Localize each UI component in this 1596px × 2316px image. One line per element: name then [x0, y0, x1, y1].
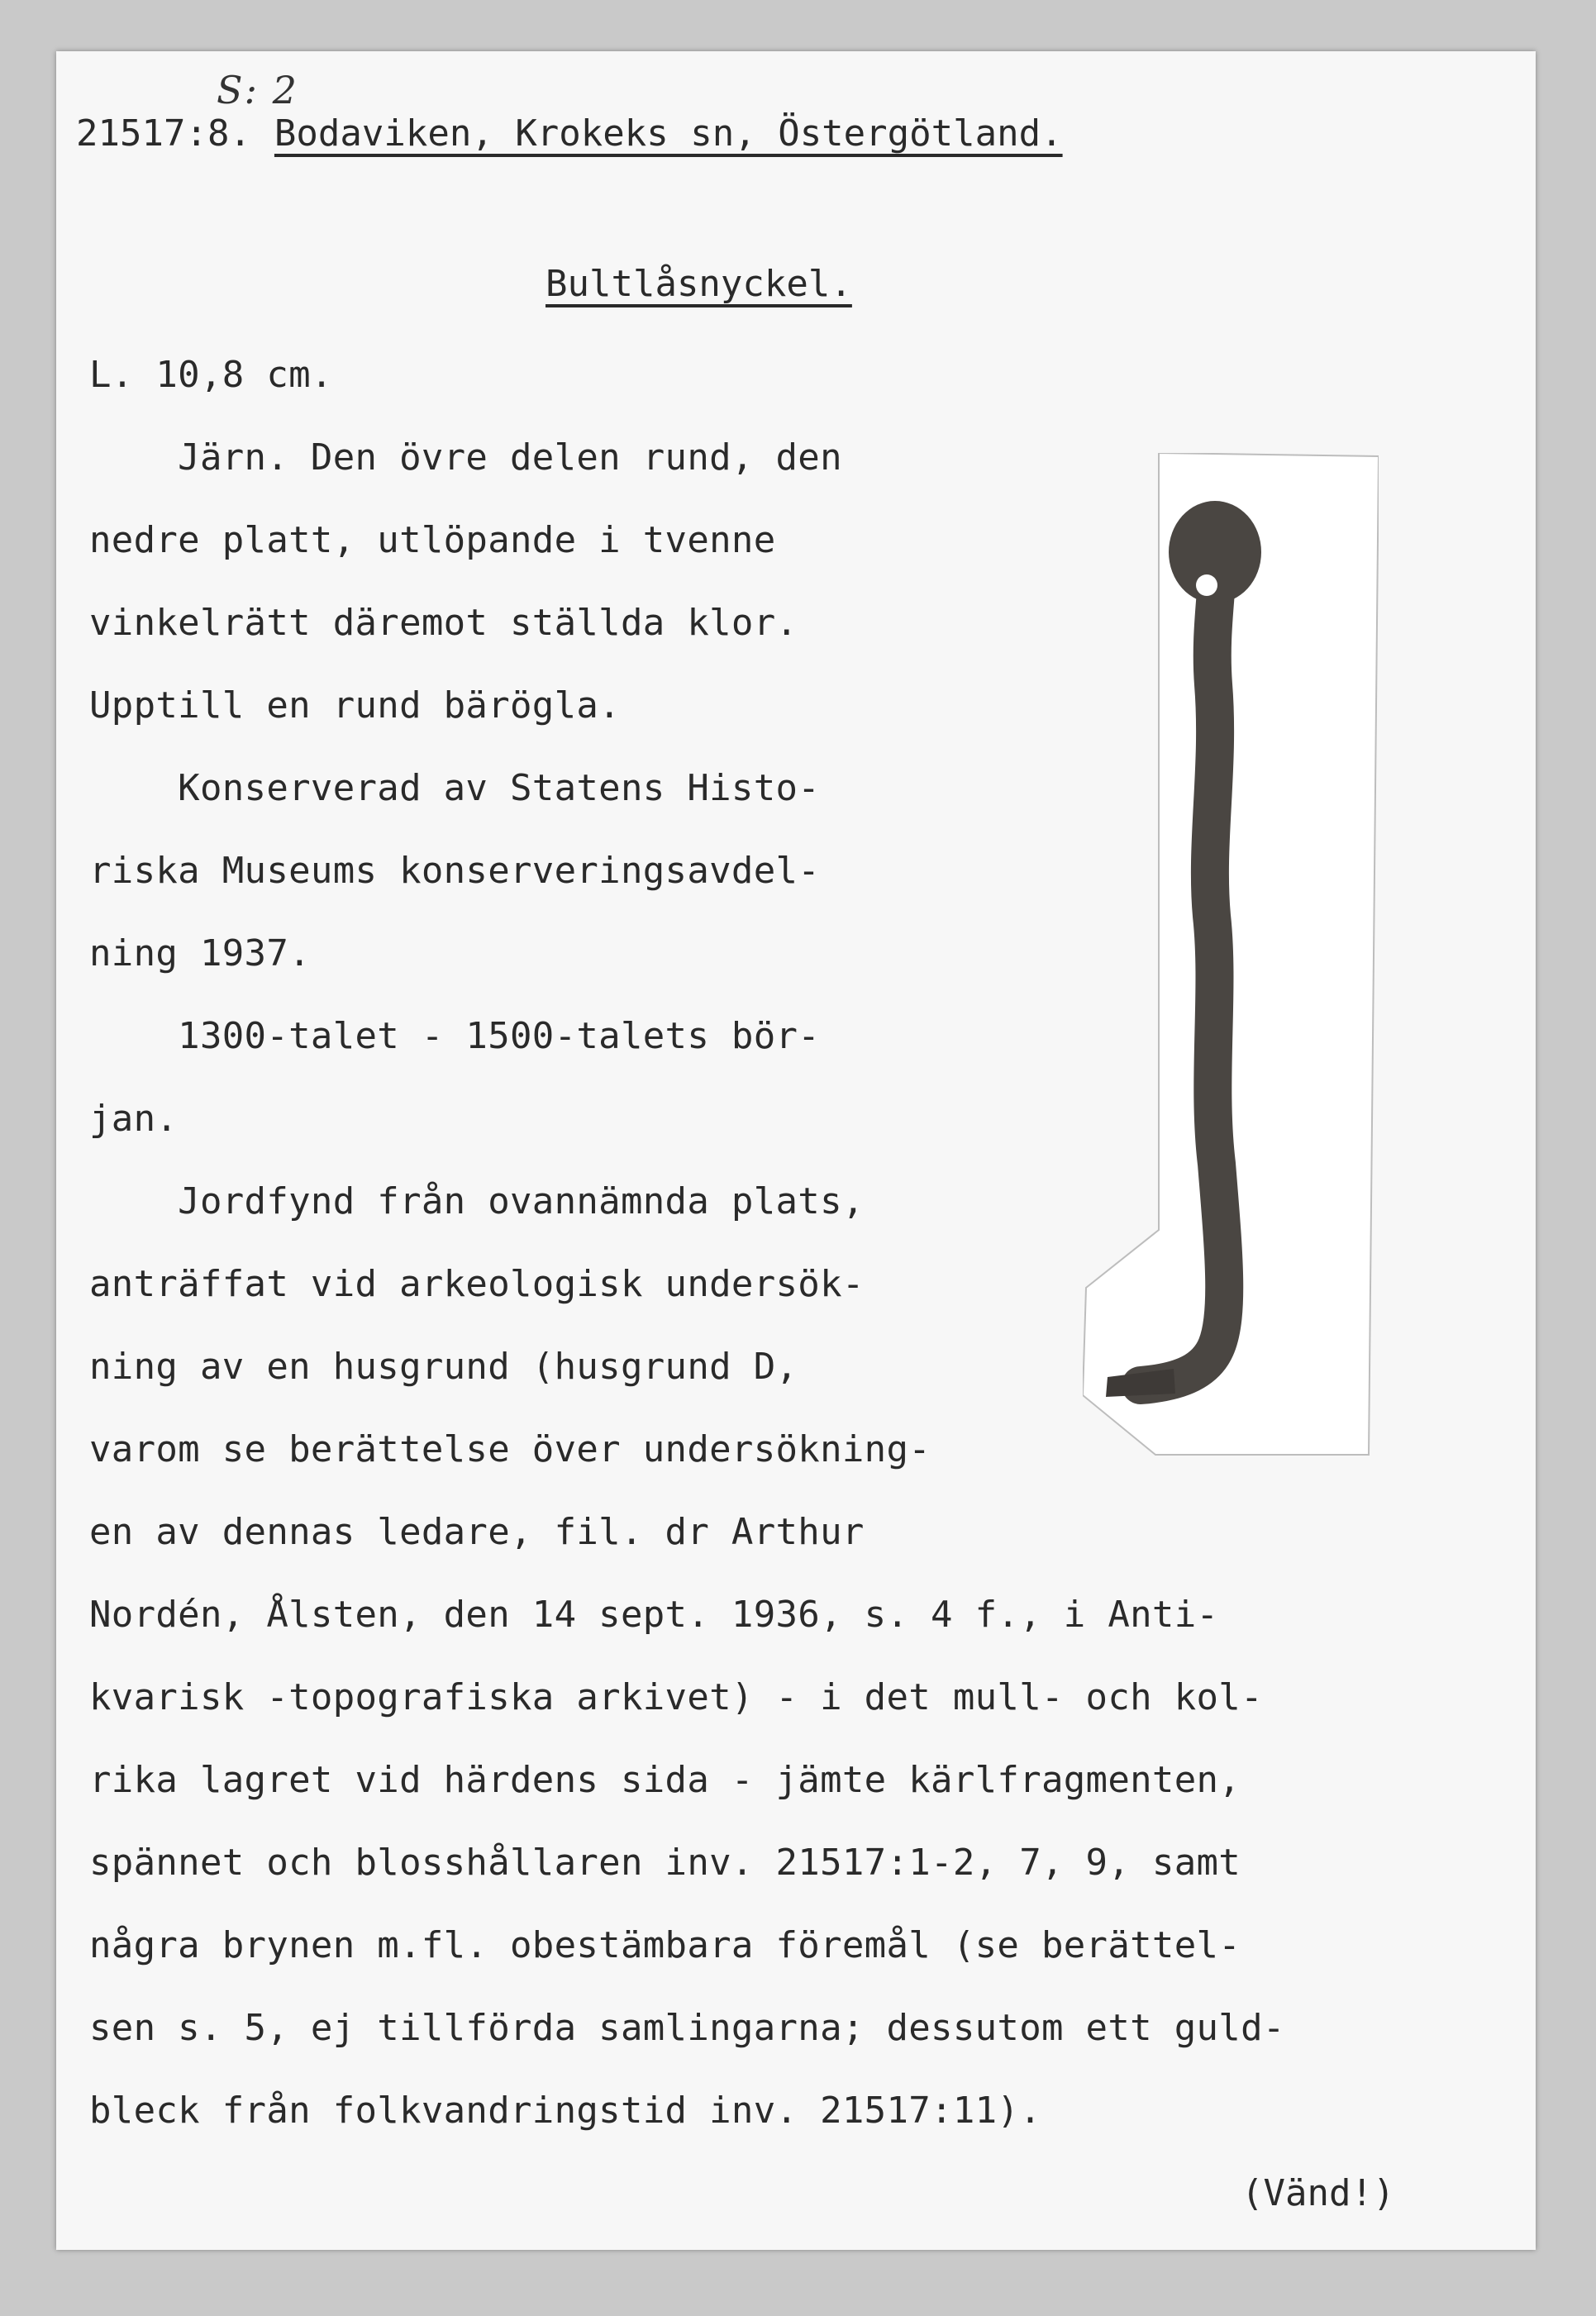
- turn-over-note: (Vänd!): [1241, 2172, 1395, 2214]
- text-line: riska Museums konserveringsavdel-: [89, 850, 821, 892]
- card-header: [76, 112, 1063, 155]
- text-line: rika lagret vid härdens sida - jämte kärlfragmenten,: [89, 1759, 1241, 1801]
- text-line: en av dennas ledare, fil. dr Arthur: [89, 1511, 865, 1553]
- text-line: Upptill en rund bärögla.: [89, 684, 621, 727]
- text-line: Nordén, Ålsten, den 14 sept. 1936, s. 4 f., i Anti-: [89, 1594, 1219, 1636]
- text-line: ning 1937.: [89, 932, 311, 975]
- text-line: Jordfynd från ovannämnda plats,: [89, 1180, 865, 1222]
- text-line: Järn. Den övre delen rund, den: [89, 436, 842, 479]
- text-line: vinkelrätt däremot ställda klor.: [89, 602, 798, 644]
- text-line: sen s. 5, ej tillförda samlingarna; dessutom ett guld-: [89, 2007, 1285, 2049]
- find-location: Bodaviken, Krokeks sn, Östergötland.: [274, 112, 1063, 155]
- text-line: kvarisk -topografiska arkivet) - i det mull- och kol-: [89, 1676, 1263, 1718]
- key-hole: [1196, 574, 1217, 596]
- handwritten-note: S: 2: [217, 68, 298, 112]
- text-line: L. 10,8 cm.: [89, 354, 333, 396]
- object-title: Bultlåsnyckel.: [545, 263, 852, 305]
- text-line: bleck från folkvandringstid inv. 21517:11).: [89, 2090, 1041, 2132]
- text-line: spännet och blosshållaren inv. 21517:1-2, 7, 9, samt: [89, 1842, 1241, 1884]
- text-line: jan.: [89, 1098, 179, 1140]
- text-line: anträffat vid arkeologisk undersök-: [89, 1263, 865, 1305]
- key-photograph: [1083, 453, 1379, 1458]
- text-line: nedre platt, utlöpande i tvenne: [89, 519, 776, 561]
- text-line: varom se berättelse över undersökning-: [89, 1428, 931, 1470]
- text-line: Konserverad av Statens Histo-: [89, 767, 821, 809]
- text-line: ning av en husgrund (husgrund D,: [89, 1346, 798, 1388]
- text-line: 1300-talet - 1500-talets bör-: [89, 1015, 821, 1057]
- text-line: några brynen m.fl. obestämbara föremål (se berättel-: [89, 1924, 1241, 1966]
- catalog-number: 21517:8.: [76, 112, 251, 155]
